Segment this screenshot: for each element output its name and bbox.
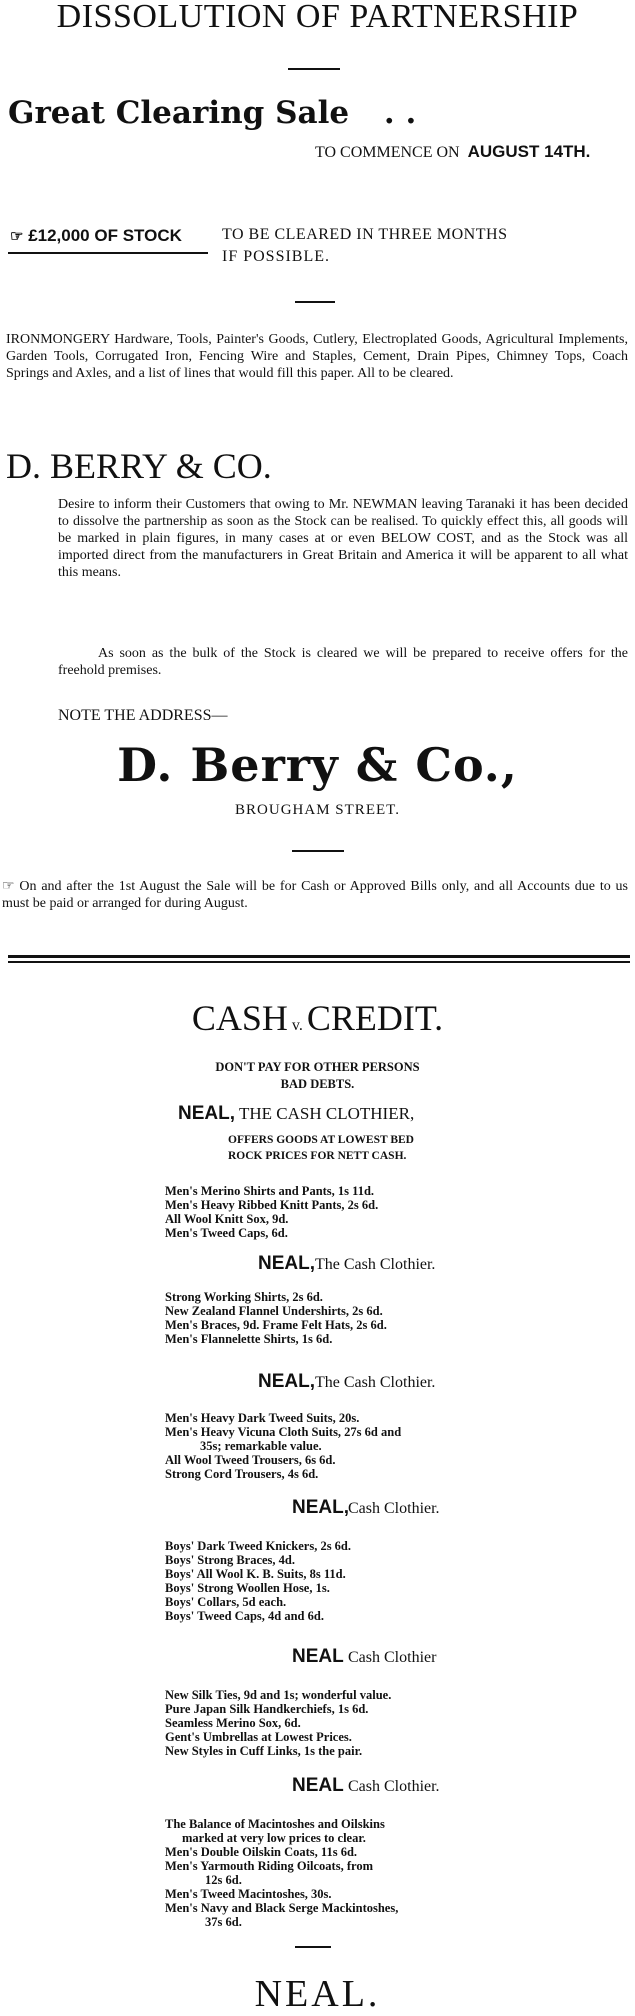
list-item: New Styles in Cuff Links, 1s the pair.: [165, 1744, 363, 1758]
list-item: Seamless Merino Sox, 6d.: [165, 1716, 301, 1730]
list-item: Strong Cord Trousers, 4s 6d.: [165, 1467, 319, 1481]
section-divider-top: [8, 955, 630, 958]
list-item: Men's Yarmouth Riding Oilcoats, from: [165, 1859, 373, 1873]
sale-title-text: Great Clearing Sale: [8, 95, 350, 131]
firm-name: D. BERRY & CO.: [6, 446, 272, 486]
commence-line: [315, 142, 590, 162]
divider-short: [295, 1946, 331, 1948]
list-item: Boys' Collars, 5d each.: [165, 1595, 287, 1609]
stock-text-2: IF POSSIBLE.: [222, 248, 331, 265]
list-item: All Wool Knitt Sox, 9d.: [165, 1212, 289, 1226]
title-v: v.: [291, 1017, 303, 1034]
list-item: Men's Navy and Black Serge Mackintoshes,: [165, 1901, 399, 1915]
neal-signature-text: Cash Clothier.: [348, 1778, 440, 1795]
title-cash: CASH: [191, 998, 288, 1038]
neal-signature: NEAL: [292, 1775, 344, 1796]
divider-short: [288, 68, 340, 70]
divider-short: [292, 850, 344, 852]
list-item: Men's Heavy Vicuna Cloth Suits, 27s 6d and: [165, 1425, 402, 1439]
sale-title-dots: . .: [383, 95, 417, 131]
note-address: NOTE THE ADDRESS—: [58, 707, 228, 724]
neal-signature: NEAL,: [258, 1253, 315, 1274]
list-item: Strong Working Shirts, 2s 6d.: [165, 1290, 323, 1304]
august-note: [2, 878, 628, 912]
list-item: Men's Flannelette Shirts, 1s 6d.: [165, 1332, 333, 1346]
list-item: Men's Double Oilskin Coats, 11s 6d.: [165, 1845, 358, 1859]
list-item: 12s 6d.: [205, 1873, 242, 1887]
august-note-text: On and after the 1st August the Sale will be for Cash or Approved Bills only, and all Accounts due to us must be paid or arranged for during August.: [2, 879, 629, 911]
neal-name: NEAL,: [178, 1103, 235, 1124]
neal-signature-text: Cash Clothier.: [348, 1500, 440, 1517]
list-item: Men's Heavy Dark Tweed Suits, 20s.: [165, 1411, 360, 1425]
lead-clothier: [178, 1103, 414, 1125]
neal-signature: NEAL,: [258, 1371, 315, 1392]
list-item: Men's Tweed Caps, 6d.: [165, 1226, 288, 1240]
list-item: Boys' All Wool K. B. Suits, 8s 11d.: [165, 1567, 346, 1581]
hand-pointer-icon: ☞: [2, 879, 15, 894]
list-item: Boys' Dark Tweed Knickers, 2s 6d.: [165, 1539, 352, 1553]
desire-paragraph: Desire to inform their Customers that owing to Mr. NEWMAN leaving Taranaki it has been decided to dissolve the partnership as soon as the Stock can be realised. To quickly effect this, all goods will be marked in plain figures, in many cases at or even BELOW COST, and as the Stock was all imported direct from the manufacturers in Great Britain and America it will be apparent to all what this means.: [58, 497, 628, 580]
neal-signature-text: The Cash Clothier.: [315, 1256, 436, 1273]
section-divider-bottom: [8, 961, 630, 963]
neal-signature-text: The Cash Clothier.: [315, 1374, 436, 1391]
ironmongery-paragraph: IRONMONGERY Hardware, Tools, Painter's Goods, Cutlery, Electroplated Goods, Agricultural Implements, Garden Tools, Corrugated Iron, Fencing Wire and Staples, Cement, Drain Pipes, Chimney Tops, Coach Springs and Axles, and a list of lines that would fill this paper. All to be cleared.: [6, 332, 628, 381]
title-credit: CREDIT.: [306, 998, 444, 1038]
list-item: New Zealand Flannel Undershirts, 2s 6d.: [165, 1304, 383, 1318]
list-item: Pure Japan Silk Handkerchiefs, 1s 6d.: [165, 1702, 369, 1716]
cash-credit-title: [0, 997, 635, 1039]
neal-bottom-name: NEAL.: [254, 1973, 381, 2015]
list-item: 35s; remarkable value.: [200, 1439, 322, 1453]
list-item: Boys' Strong Braces, 4d.: [165, 1553, 295, 1567]
offers-line-2: ROCK PRICES FOR NETT CASH.: [228, 1150, 407, 1162]
list-item: Boys' Tweed Caps, 4d and 6d.: [165, 1609, 324, 1623]
commence-date: AUGUST 14TH.: [467, 142, 591, 161]
subtitle-line-1: DON'T PAY FOR OTHER PERSONS: [215, 1060, 420, 1074]
list-item: Men's Tweed Macintoshes, 30s.: [165, 1887, 332, 1901]
subtitle-line-2: BAD DEBTS.: [280, 1077, 355, 1091]
headline-dissolution: DISSOLUTION OF PARTNERSHIP: [56, 0, 579, 35]
neal-signature: NEAL: [292, 1646, 344, 1667]
stock-amount-text: £12,000 OF STOCK: [28, 226, 182, 245]
offers-line-1: OFFERS GOODS AT LOWEST BED: [228, 1134, 414, 1146]
neal-signature-text: Cash Clothier: [348, 1649, 437, 1666]
cash-clothier-text: THE CASH CLOTHIER,: [239, 1104, 415, 1123]
list-item: Boys' Strong Woollen Hose, 1s.: [165, 1581, 330, 1595]
list-item: New Silk Ties, 9d and 1s; wonderful value.: [165, 1688, 392, 1702]
list-item: marked at very low prices to clear.: [182, 1831, 366, 1845]
list-item: The Balance of Macintoshes and Oilskins: [165, 1817, 385, 1831]
stock-text-1: TO BE CLEARED IN THREE MONTHS: [222, 226, 508, 243]
sale-title: [8, 95, 416, 131]
commence-text: TO COMMENCE ON: [315, 144, 460, 161]
divider-short: [295, 301, 335, 303]
list-item: Men's Merino Shirts and Pants, 1s 11d.: [165, 1184, 375, 1198]
list-item: Men's Braces, 9d. Frame Felt Hats, 2s 6d.: [165, 1318, 387, 1332]
list-item: All Wool Tweed Trousers, 6s 6d.: [165, 1453, 336, 1467]
list-item: 37s 6d.: [205, 1915, 242, 1929]
list-item: Men's Heavy Ribbed Knitt Pants, 2s 6d.: [165, 1198, 379, 1212]
stock-amount: [10, 226, 182, 246]
list-item: Gent's Umbrellas at Lowest Prices.: [165, 1730, 352, 1744]
firm-display: D. Berry & Co.,: [117, 738, 518, 792]
stock-underline: [8, 252, 208, 254]
street-address: BROUGHAM STREET.: [235, 802, 400, 818]
bulk-paragraph: As soon as the bulk of the Stock is cleared we will be prepared to receive offers for the freehold premises.: [58, 646, 628, 678]
hand-pointer-icon: ☞: [10, 228, 24, 245]
neal-signature: NEAL,: [292, 1497, 349, 1518]
